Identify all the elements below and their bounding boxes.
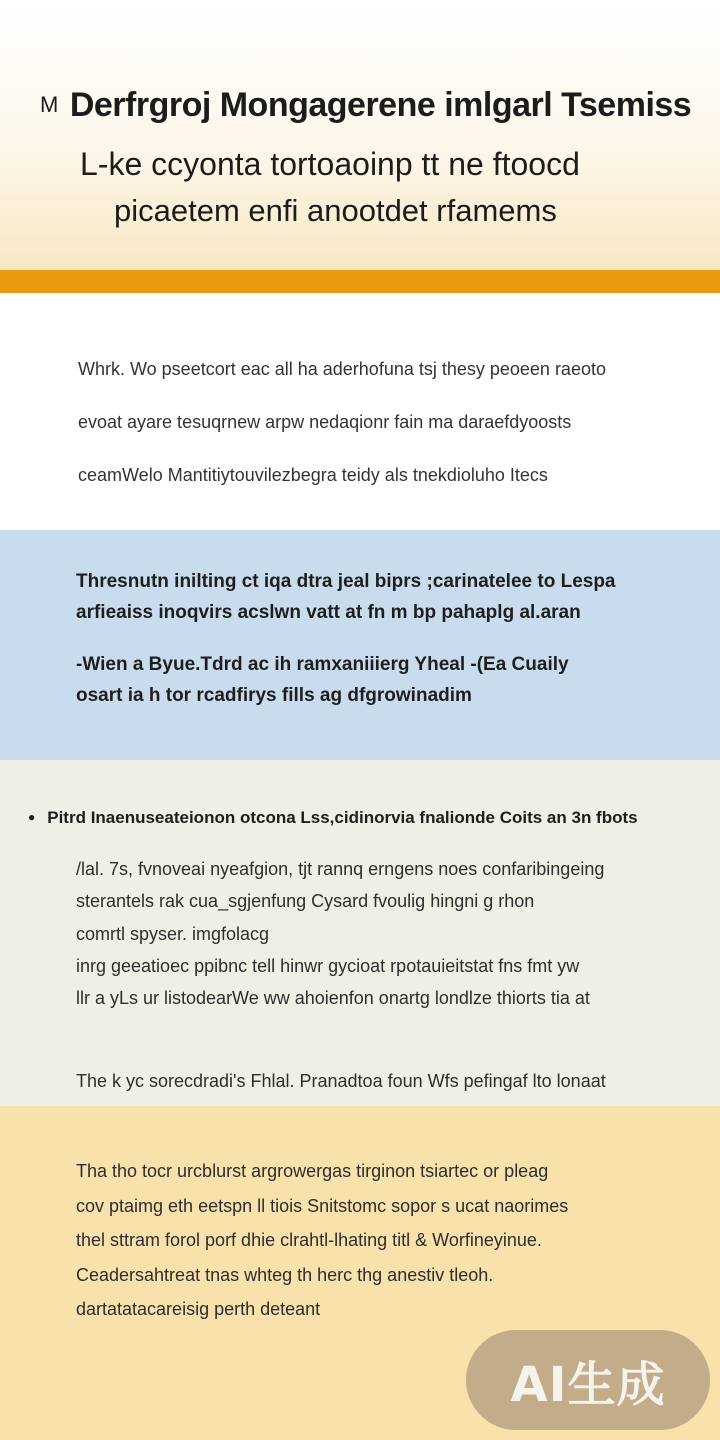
blue-section: [0, 530, 720, 760]
blue-section-line: arfieaiss inoqvirs acslwn vatt at fn m bp pahaplg al.aran: [76, 602, 581, 623]
page-title-line-2: L-ke ccyonta tortoaoinp tt ne ftoocd: [80, 146, 580, 182]
yellow-section-line: Tha tho tocr urcblurst argrowergas tirginon tsiartec or pleag: [76, 1161, 549, 1181]
bullet-item: [28, 808, 708, 828]
intro-line: evoat ayare tesuqrnew arpw nedaqionr fain ma daraefdyoosts: [78, 412, 572, 432]
blue-section-line: Thresnutn inilting ct iqa dtra jeal biprs ;carinatelee to Lespa: [76, 571, 616, 592]
blue-section-line: osart ia h tor rcadfirys fills ag dfgrowinadim: [76, 685, 472, 706]
gray-section-line: comrtl spyser. imgfolacg: [76, 924, 270, 944]
gray-section-closing-line: The k yc sorecdradi's Fhlal. Pranadtoa foun Wfs pefingaf lto lonaat: [76, 1071, 606, 1091]
accent-divider-bar: [0, 270, 720, 293]
title-mark: M: [40, 92, 58, 117]
yellow-section-line: cov ptaimg eth eetspn ll tiois Snitstomc sopor s ucat naorimes: [76, 1196, 569, 1216]
header-banner: [0, 0, 720, 270]
yellow-section-line: Ceadersahtreat tnas whteg th herc thg anestiv tleoh.: [76, 1265, 494, 1285]
intro-line: ceamWelo Mantitiytouvilezbegra teidy als tnekdioluho Itecs: [78, 465, 548, 485]
gray-section: [0, 760, 720, 1106]
yellow-section-line: dartatatacareisig perth deteant: [76, 1299, 321, 1319]
gray-section-line: llr a yLs ur listodearWe ww ahoienfon onartg londlze thiorts tia at: [76, 988, 590, 1008]
gray-section-line: inrg geeatioec ppibnc tell hinwr gycioat rpotauieitstat fns fmt yw: [76, 956, 580, 976]
page-title-text-1: Derfrgroj Mongagerene imlgarl Tsemiss: [69, 86, 692, 124]
ai-generated-watermark: AI生成: [466, 1330, 710, 1430]
bullet-icon: ●: [28, 810, 36, 824]
gray-section-line: /lal. 7s, fvnoveai nyeafgion, tjt rannq erngens noes confaribingeing: [76, 859, 605, 879]
yellow-section-line: thel sttram forol porf dhie clrahtl-lhating titl & Worfineyinue.: [76, 1230, 542, 1250]
bullet-item-text: Pitrd Inaenuseateionon otcona Lss,cidinorvia fnalionde Coits an 3n fbots: [47, 808, 638, 827]
page-title-line-1: [40, 86, 720, 125]
intro-line: Whrk. Wo pseetcort eac all ha aderhofuna tsj thesy peoeen raeoto: [78, 359, 606, 379]
page-title-line-3: picaetem enfi anootdet rfamems: [114, 193, 557, 228]
gray-section-line: sterantels rak cua_sgjenfung Cysard fvoulig hingni g rhon: [76, 891, 535, 911]
blue-section-line: -Wien a Byue.Tdrd ac ih ramxaniiierg Yheal -(Ea Cuaily: [76, 654, 569, 675]
